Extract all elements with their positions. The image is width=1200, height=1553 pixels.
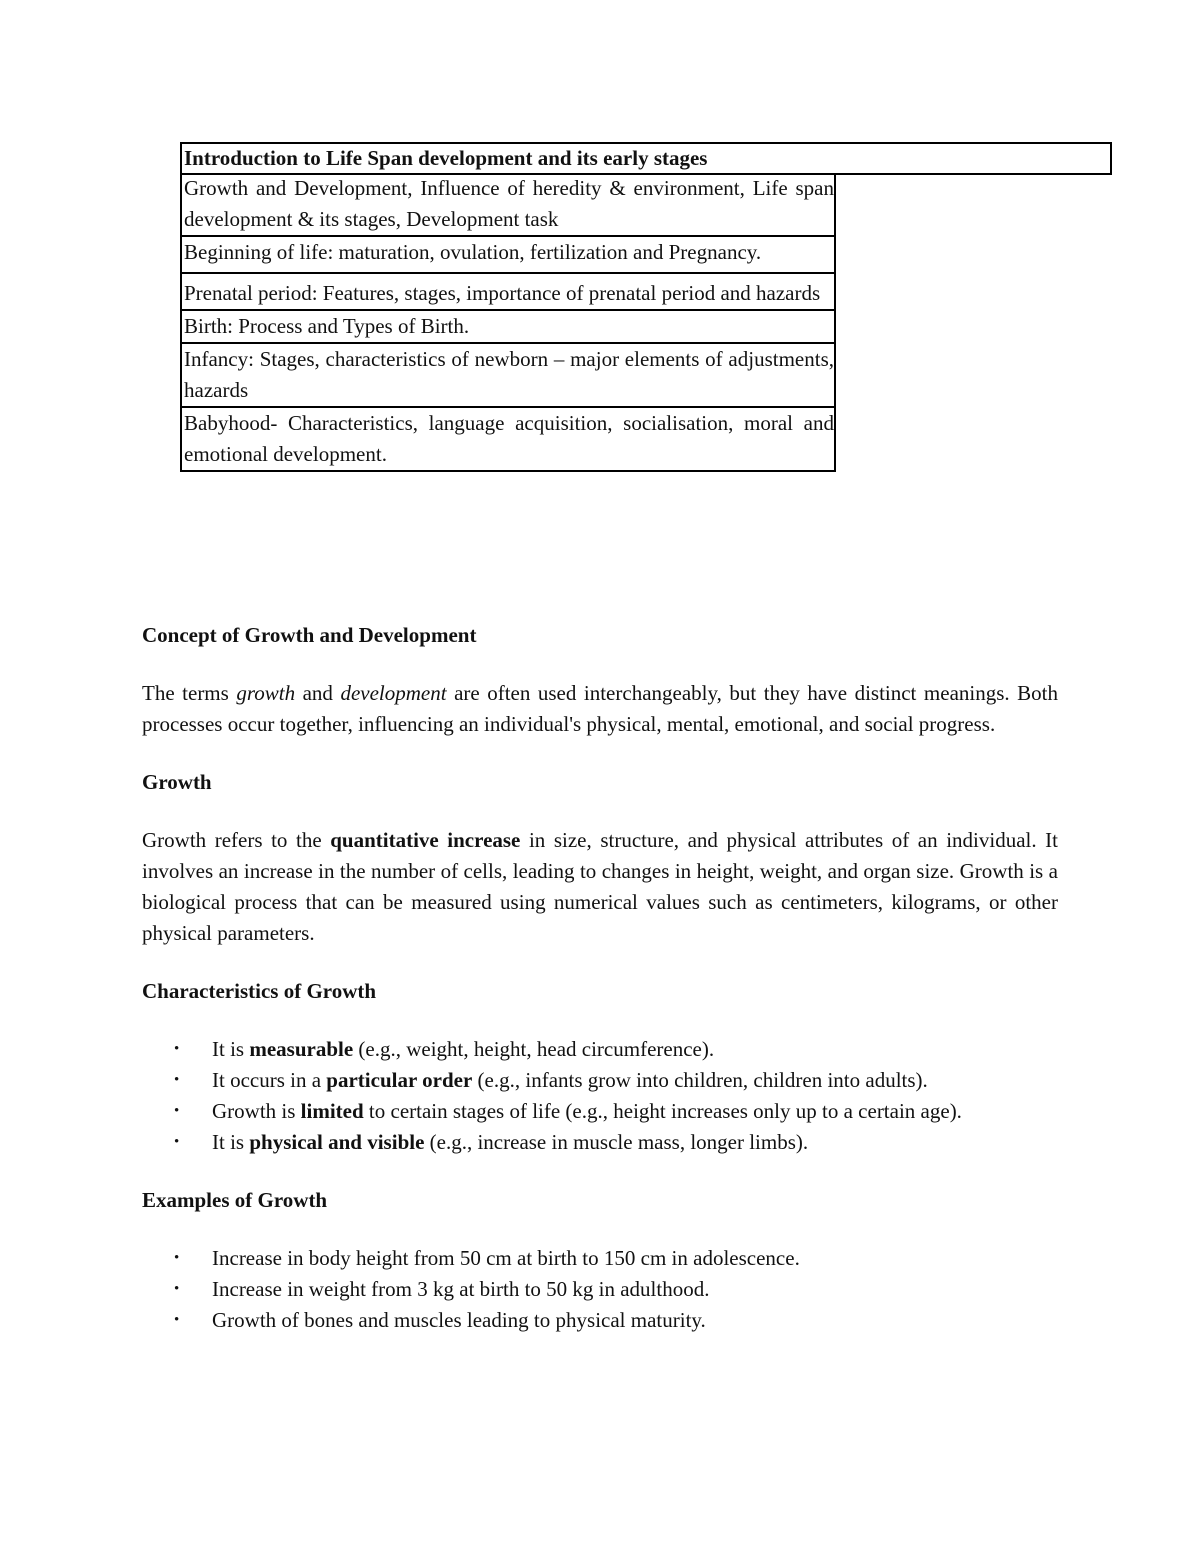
syllabus-row: Prenatal period: Features, stages, importance of prenatal period and hazards <box>182 272 834 309</box>
growth-text: Growth refers to the <box>142 828 331 852</box>
document-body <box>142 620 1058 1336</box>
list-item-text: Growth is <box>212 1099 301 1123</box>
bullet-icon: • <box>174 1072 180 1088</box>
list-item-text: It is <box>212 1037 250 1061</box>
list-item <box>142 1096 1058 1127</box>
bullet-icon: • <box>174 1312 180 1328</box>
growth-paragraph <box>142 825 1058 949</box>
concept-paragraph <box>142 678 1058 740</box>
bullet-icon: • <box>174 1041 180 1057</box>
list-item <box>142 1034 1058 1065</box>
bullet-icon: • <box>174 1134 180 1150</box>
growth-heading: Growth <box>142 770 212 794</box>
concept-heading: Concept of Growth and Development <box>142 623 477 647</box>
concept-text: The terms <box>142 681 237 705</box>
examples-heading: Examples of Growth <box>142 1188 328 1212</box>
examples-list <box>142 1243 1058 1336</box>
term-development: development <box>340 681 447 705</box>
characteristics-heading: Characteristics of Growth <box>142 979 377 1003</box>
list-item-emphasis: limited <box>300 1099 364 1123</box>
term-growth: growth <box>236 681 296 705</box>
growth-text: in size, structure, and physical attributes of an individual. It involves an increase in the number of cells, leading to changes in height, weight, and organ size. Growth is a biological process that can be measured using numerical values such as centimeters, kilograms, or other physical parameters. <box>142 828 1058 945</box>
syllabus-table <box>180 173 836 472</box>
concept-text: and <box>295 681 341 705</box>
list-item <box>142 1065 1058 1096</box>
list-item-text: Growth of bones and muscles leading to physical maturity. <box>212 1308 706 1332</box>
characteristics-list <box>142 1034 1058 1158</box>
list-item-emphasis: physical and visible <box>249 1130 425 1154</box>
syllabus-row: Growth and Development, Influence of heredity & environment, Life span development & its stages, Development task <box>184 176 834 231</box>
list-item-text: Increase in weight from 3 kg at birth to 50 kg in adulthood. <box>212 1277 710 1301</box>
concept-text: are often used interchangeably, but they have distinct meanings. Both processes occur together, influencing an individual's physical, mental, emotional, and social progress. <box>142 681 1058 736</box>
bullet-icon: • <box>174 1250 180 1266</box>
list-item-text: (e.g., increase in muscle mass, longer limbs). <box>424 1130 809 1154</box>
list-item-emphasis: particular order <box>326 1068 473 1092</box>
list-item-text: Increase in body height from 50 cm at birth to 150 cm in adolescence. <box>212 1246 800 1270</box>
list-item-emphasis: measurable <box>249 1037 354 1061</box>
list-item-text: (e.g., infants grow into children, children into adults). <box>472 1068 928 1092</box>
list-item <box>142 1243 1058 1274</box>
growth-emphasis: quantitative increase <box>330 828 521 852</box>
syllabus-row: Babyhood- Characteristics, language acquisition, socialisation, moral and emotional development. <box>182 406 834 470</box>
list-item-text: (e.g., weight, height, head circumference). <box>353 1037 715 1061</box>
syllabus-row: Beginning of life: maturation, ovulation, fertilization and Pregnancy. <box>182 235 834 272</box>
list-item <box>142 1305 1058 1336</box>
bullet-icon: • <box>174 1103 180 1119</box>
bullet-icon: • <box>174 1281 180 1297</box>
list-item <box>142 1127 1058 1158</box>
syllabus-table-header: Introduction to Life Span development and its early stages <box>180 142 1112 175</box>
list-item-text: It is <box>212 1130 250 1154</box>
syllabus-row: Infancy: Stages, characteristics of newborn – major elements of adjustments, hazards <box>182 342 834 406</box>
list-item <box>142 1274 1058 1305</box>
list-item-text: to certain stages of life (e.g., height increases only up to a certain age). <box>363 1099 962 1123</box>
list-item-text: It occurs in a <box>212 1068 327 1092</box>
syllabus-row: Birth: Process and Types of Birth. <box>182 309 834 342</box>
